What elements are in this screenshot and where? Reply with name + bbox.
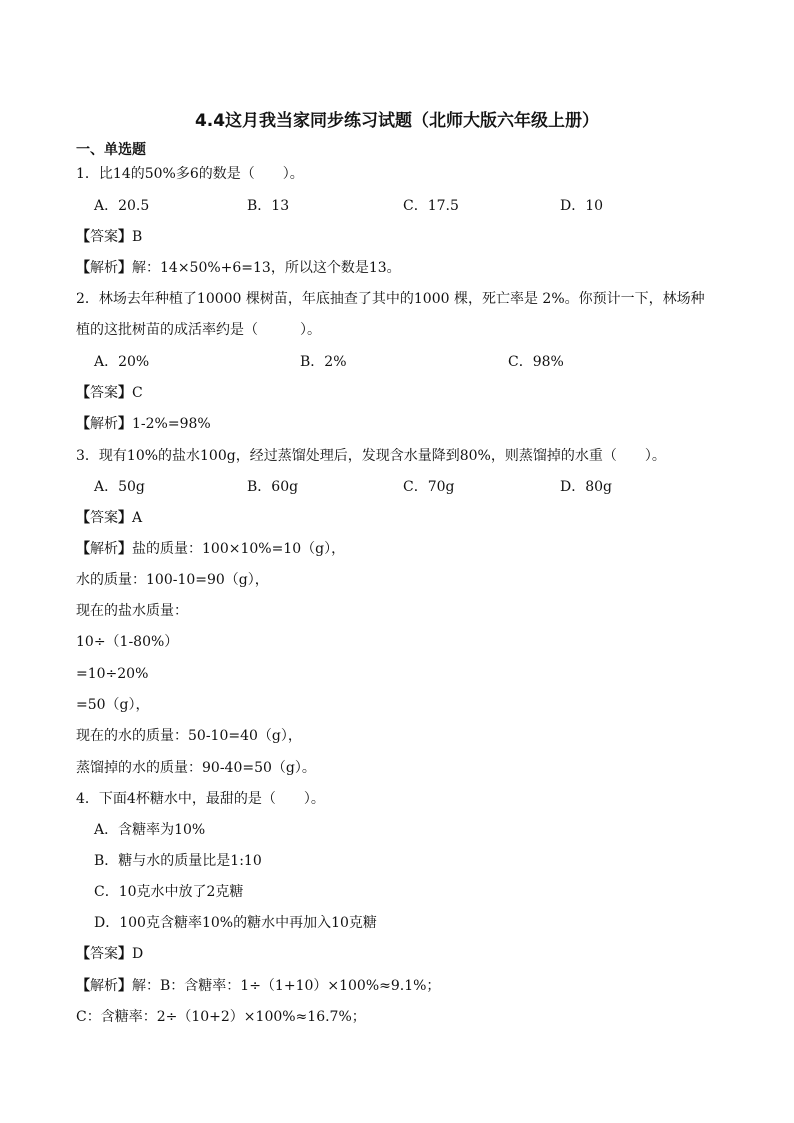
q4-analysis-line: C：含糖率：2÷（10+2）×100%≈16.7%； (76, 1009, 366, 1025)
question-3-stem: 3．现有10%的盐水100g，经过蒸馏处理后，发现含水量降到80%，则蒸馏掉的水重（ ）。 (76, 448, 666, 464)
q1-answer: 【答案】B (76, 229, 143, 245)
answer-label: 答案 (90, 946, 118, 962)
q2-option-b: B．2% (300, 354, 347, 370)
q2-answer-value: C (132, 385, 143, 401)
page-title: 4.4这月我当家同步练习试题（北师大版六年级上册） (194, 111, 600, 131)
q3-analysis-line: 现在的盐水质量： (76, 603, 188, 619)
q1-analysis-text: 解：14×50%+6=13，所以这个数是13。 (132, 260, 401, 276)
q4-option-c: C．10克水中放了2克糖 (94, 884, 244, 900)
q1-option-c: C．17.5 (403, 198, 459, 214)
q2-analysis: 【解析】1-2%=98% (76, 416, 211, 432)
q2-option-c: C．98% (508, 354, 564, 370)
question-1-stem: 1．比14的50%多6的数是（ ）。 (76, 166, 304, 182)
answer-label: 答案 (90, 385, 118, 401)
analysis-label: 解析 (90, 978, 118, 994)
q3-option-b: B．60g (247, 479, 299, 495)
q4-analysis: 【解析】解：B：含糖率：1÷（1+10）×100%≈9.1%； (76, 978, 441, 994)
q3-option-c: C．70g (403, 479, 455, 495)
q3-analysis-line: 水的质量：100-10=90（g）， (76, 572, 269, 588)
analysis-label: 解析 (90, 416, 118, 432)
q3-analysis: 【解析】盐的质量：100×10%=10（g）， (76, 541, 346, 557)
q3-analysis-line: =50（g）， (76, 697, 150, 713)
q2-option-a: A．20% (94, 354, 150, 370)
answer-label: 答案 (90, 510, 118, 526)
question-2-stem-line2: 植的这批树苗的成活率约是（ ）。 (76, 322, 321, 338)
q3-option-d: D．80g (560, 479, 613, 495)
q4-answer: 【答案】D (76, 946, 144, 962)
q3-analysis-line: =10÷20% (76, 666, 149, 682)
q3-analysis-line: 盐的质量：100×10%=10（g）， (132, 541, 346, 557)
q4-option-a: A．含糖率为10% (94, 822, 206, 838)
q1-analysis: 【解析】解：14×50%+6=13，所以这个数是13。 (76, 260, 401, 276)
q1-option-d: D．10 (560, 198, 604, 214)
q2-answer: 【答案】C (76, 385, 143, 401)
answer-label: 答案 (90, 229, 118, 245)
q2-analysis-text: 1-2%=98% (132, 416, 211, 432)
q1-option-b: B．13 (247, 198, 290, 214)
question-2-stem-line1: 2．林场去年种植了10000 棵树苗，年底抽查了其中的1000 棵，死亡率是 2%。你预计一下，林场种 (76, 291, 705, 307)
q1-option-a: A．20.5 (94, 198, 150, 214)
q4-analysis-line: 解：B：含糖率：1÷（1+10）×100%≈9.1%； (132, 978, 441, 994)
q3-answer: 【答案】A (76, 510, 143, 526)
q3-analysis-line: 10÷（1-80%） (76, 634, 179, 650)
q3-analysis-line: 现在的水的质量：50-10=40（g）， (76, 728, 302, 744)
analysis-label: 解析 (90, 260, 118, 276)
q4-option-b: B．糖与水的质量比是1:10 (94, 853, 262, 869)
q4-answer-value: D (132, 946, 144, 962)
analysis-label: 解析 (90, 541, 118, 557)
q1-answer-value: B (132, 229, 143, 245)
question-4-stem: 4．下面4杯糖水中，最甜的是（ ）。 (76, 791, 325, 807)
q4-option-d: D．100克含糖率10%的糖水中再加入10克糖 (94, 915, 377, 931)
q3-answer-value: A (132, 510, 143, 526)
q3-option-a: A．50g (94, 479, 145, 495)
section-heading: 一、单选题 (76, 142, 146, 158)
q3-analysis-line: 蒸馏掉的水的质量：90-40=50（g）。 (76, 760, 316, 776)
